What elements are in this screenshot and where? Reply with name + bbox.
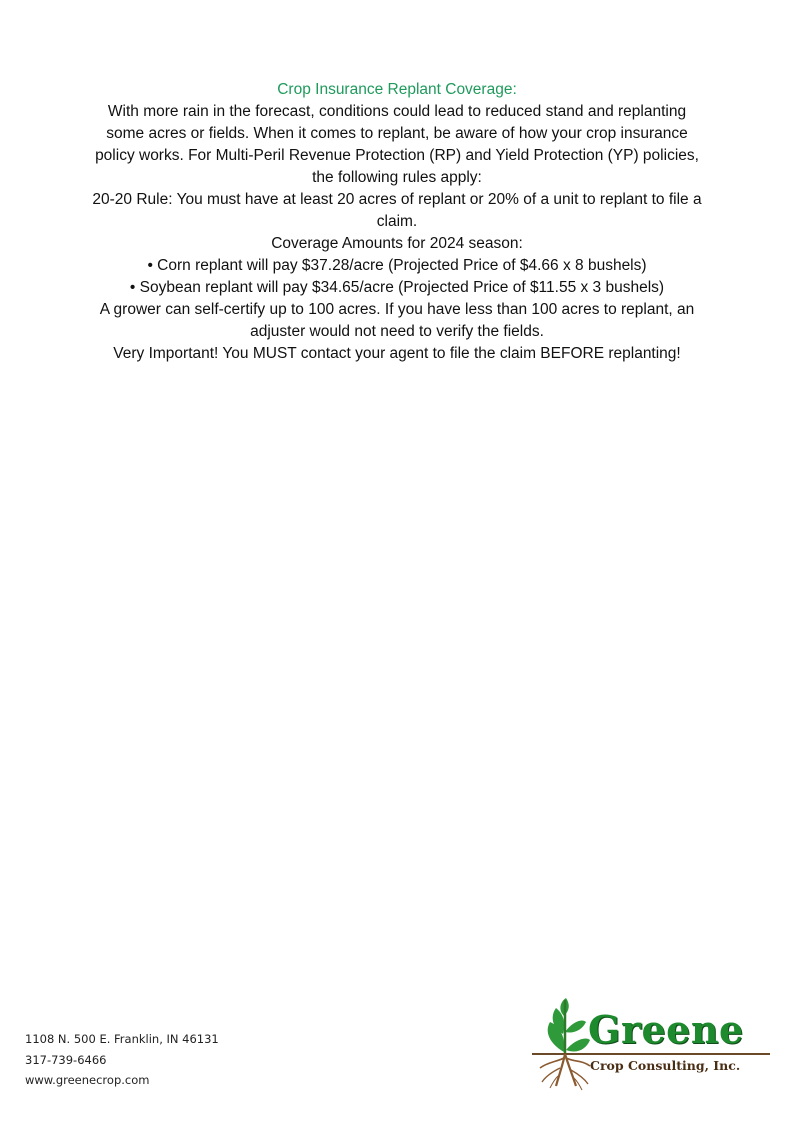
footer-website[interactable]: www.greenecrop.com xyxy=(25,1073,150,1087)
article-heading: Crop Insurance Replant Coverage: xyxy=(277,81,517,98)
article-body xyxy=(70,79,724,365)
coverage-heading: Coverage Amounts for 2024 season: xyxy=(271,235,523,252)
footer-contact xyxy=(25,1029,219,1091)
warning-line: Very Important! You MUST contact your agent to file the claim BEFORE replanting! xyxy=(113,345,681,362)
rule-line: 20-20 Rule: You must have at least 20 acres of replant or 20% of a unit to replant to file a xyxy=(92,191,702,208)
footer-phone[interactable]: 317-739-6466 xyxy=(25,1052,107,1067)
certify-line: A grower can self-certify up to 100 acres. If you have less than 100 acres to replant, an xyxy=(99,301,695,318)
logo-tagline: Crop Consulting, Inc. xyxy=(590,1058,741,1073)
certify-line: adjuster would not need to verify the fields. xyxy=(250,323,544,340)
company-logo xyxy=(530,996,772,1092)
coverage-item-corn: • Corn replant will pay $37.28/acre (Projected Price of $4.66 x 8 bushels) xyxy=(147,257,647,274)
logo-name: Greene xyxy=(588,1007,744,1052)
intro-line: some acres or fields. When it comes to replant, be aware of how your crop insurance xyxy=(106,125,688,142)
footer-address: 1108 N. 500 E. Franklin, IN 46131 xyxy=(25,1032,219,1046)
intro-line: With more rain in the forecast, conditions could lead to reduced stand and replanting xyxy=(107,103,687,120)
intro-line: the following rules apply: xyxy=(312,169,482,186)
rule-line: claim. xyxy=(376,213,418,230)
intro-line: policy works. For Multi-Peril Revenue Protection (RP) and Yield Protection (YP) policies, xyxy=(95,147,699,164)
coverage-item-soybean: • Soybean replant will pay $34.65/acre (Projected Price of $11.55 x 3 bushels) xyxy=(129,279,665,296)
